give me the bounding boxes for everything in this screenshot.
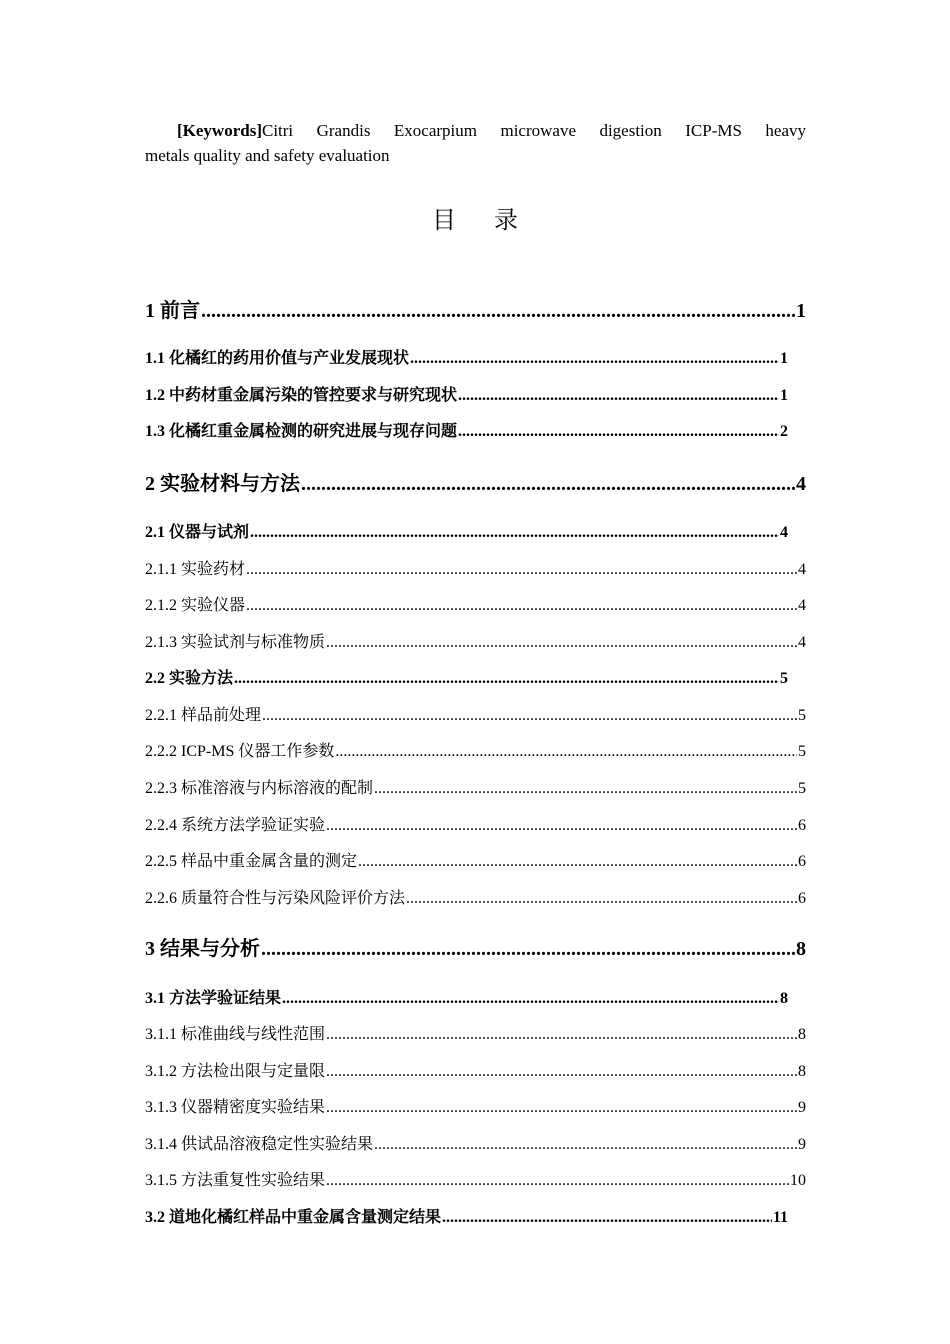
toc-title (0, 200, 950, 235)
toc-entry-label: 2.1.3 实验试剂与标准物质 (145, 634, 326, 651)
toc-entry-label: 2.2.5 样品中重金属含量的测定 (145, 853, 358, 870)
toc-leader-dots (246, 597, 797, 615)
toc-leader-dots (358, 853, 797, 871)
toc-leader-dots (326, 817, 797, 835)
toc-entry-2-2-2[interactable] (145, 738, 806, 761)
keywords-paragraph (145, 118, 806, 168)
keywords-line-2: metals quality and safety evaluation (145, 146, 390, 165)
toc-entry-2-2-3[interactable] (145, 775, 806, 798)
toc-entry-label: 1.1 化橘红的药用价值与产业发展现状 (145, 350, 410, 367)
toc-leader-dots (326, 1099, 797, 1117)
toc-entry-page: 1 (780, 350, 788, 367)
toc-leader-dots (250, 524, 779, 542)
toc-leader-dots (326, 1172, 789, 1190)
toc-entry-label: 3.1 方法学验证结果 (145, 990, 282, 1007)
toc-entry-label: 3.1.1 标准曲线与线性范围 (145, 1026, 326, 1043)
toc-entry-label: 2.1.1 实验药材 (145, 561, 246, 578)
toc-entry-page: 4 (798, 634, 806, 651)
toc-entry-label: 2.1 仪器与试剂 (145, 524, 250, 541)
toc-leader-dots (301, 473, 795, 496)
toc-entry-3[interactable] (145, 932, 806, 961)
toc-entry-page: 8 (780, 990, 788, 1007)
toc-entry-label: 2.2.4 系统方法学验证实验 (145, 817, 326, 834)
toc-entry-page: 1 (780, 387, 788, 404)
toc-entry-label: 2.1.2 实验仪器 (145, 597, 246, 614)
toc-leader-dots (201, 300, 795, 323)
toc-entry-2-2-4[interactable] (145, 812, 806, 835)
toc-entry-1[interactable] (145, 294, 806, 323)
toc-leader-dots (374, 1136, 797, 1154)
toc-entry-page: 11 (772, 1209, 788, 1226)
toc-leader-dots (261, 938, 795, 961)
toc-entry-page: 5 (780, 670, 788, 687)
toc-entry-page: 1 (796, 300, 806, 322)
toc-entry-2-2-6[interactable] (145, 885, 806, 908)
toc-leader-dots (458, 387, 779, 405)
toc-leader-dots (374, 780, 797, 798)
toc-entry-page: 6 (798, 890, 806, 907)
toc-entry-page: 5 (798, 743, 806, 760)
toc-leader-dots (234, 670, 779, 688)
toc-entry-page: 2 (780, 423, 788, 440)
toc-entry-page: 4 (780, 524, 788, 541)
toc-entry-2-2[interactable] (145, 665, 788, 688)
toc-entry-page: 6 (798, 853, 806, 870)
toc-entry-2-1-3[interactable] (145, 629, 806, 652)
toc-entry-1-1[interactable] (145, 345, 788, 368)
toc-entry-3-2[interactable] (145, 1204, 788, 1227)
toc-leader-dots (246, 561, 797, 579)
toc-entry-2-2-1[interactable] (145, 702, 806, 725)
toc-entry-label: 3.1.4 供试品溶液稳定性实验结果 (145, 1136, 374, 1153)
toc-entry-2-1-2[interactable] (145, 592, 806, 615)
toc-entry-label: 2 实验材料与方法 (145, 473, 300, 495)
toc-entry-1-3[interactable] (145, 418, 788, 441)
toc-entry-label: 1.3 化橘红重金属检测的研究进展与现存问题 (145, 423, 458, 440)
toc-leader-dots (335, 743, 797, 761)
toc-entry-label: 2.2.2 ICP-MS 仪器工作参数 (145, 743, 335, 760)
toc-entry-page: 4 (796, 473, 806, 495)
toc-leader-dots (458, 423, 779, 441)
toc-entry-page: 8 (796, 938, 806, 960)
toc-entry-page: 6 (798, 817, 806, 834)
toc-entry-page: 5 (798, 780, 806, 797)
toc-entry-label: 3.1.3 仪器精密度实验结果 (145, 1099, 326, 1116)
toc-entry-label: 2.2 实验方法 (145, 670, 234, 687)
toc-entry-page: 5 (798, 707, 806, 724)
toc-entry-3-1[interactable] (145, 985, 788, 1008)
keywords-text-1: Citri Grandis Exocarpium microwave digestion ICP-MS heavy (261, 121, 806, 140)
toc-leader-dots (406, 890, 797, 908)
toc-entry-page: 4 (798, 561, 806, 578)
toc-entry-page: 9 (798, 1099, 806, 1116)
toc-entry-label: 2.2.6 质量符合性与污染风险评价方法 (145, 890, 406, 907)
toc-entry-page: 8 (798, 1063, 806, 1080)
toc-entry-label: 3.1.2 方法检出限与定量限 (145, 1063, 326, 1080)
toc-entry-3-1-4[interactable] (145, 1131, 806, 1154)
toc-entry-2-1[interactable] (145, 519, 788, 542)
toc-leader-dots (442, 1209, 772, 1227)
toc-entry-label: 3.1.5 方法重复性实验结果 (145, 1172, 326, 1189)
toc-entry-page: 10 (790, 1172, 806, 1189)
toc-leader-dots (282, 990, 779, 1008)
toc-entry-3-1-5[interactable] (145, 1167, 806, 1190)
toc-entry-1-2[interactable] (145, 382, 788, 405)
toc-entry-page: 9 (798, 1136, 806, 1153)
toc-entry-label: 3.2 道地化橘红样品中重金属含量测定结果 (145, 1209, 442, 1226)
toc-leader-dots (326, 1026, 797, 1044)
toc-entry-label: 2.2.1 样品前处理 (145, 707, 262, 724)
toc-entry-label: 1 前言 (145, 300, 200, 322)
toc-entry-2[interactable] (145, 467, 806, 496)
toc-title-char-1: 目 (432, 208, 494, 234)
toc-entry-label: 1.2 中药材重金属污染的管控要求与研究现状 (145, 387, 458, 404)
toc-entry-2-2-5[interactable] (145, 848, 806, 871)
toc-entry-3-1-3[interactable] (145, 1094, 806, 1117)
toc-entry-page: 8 (798, 1026, 806, 1043)
toc-entry-label: 3 结果与分析 (145, 938, 260, 960)
toc-leader-dots (410, 350, 779, 368)
keywords-line-1 (145, 118, 806, 143)
toc-title-char-2: 录 (494, 208, 556, 234)
toc-entry-3-1-1[interactable] (145, 1021, 806, 1044)
toc-entry-label: 2.2.3 标准溶液与内标溶液的配制 (145, 780, 374, 797)
toc-entry-3-1-2[interactable] (145, 1058, 806, 1081)
toc-entry-2-1-1[interactable] (145, 556, 806, 579)
keywords-label: [Keywords] (177, 121, 262, 140)
toc-leader-dots (326, 634, 797, 652)
toc-entry-page: 4 (798, 597, 806, 614)
toc-leader-dots (262, 707, 797, 725)
toc-leader-dots (326, 1063, 797, 1081)
